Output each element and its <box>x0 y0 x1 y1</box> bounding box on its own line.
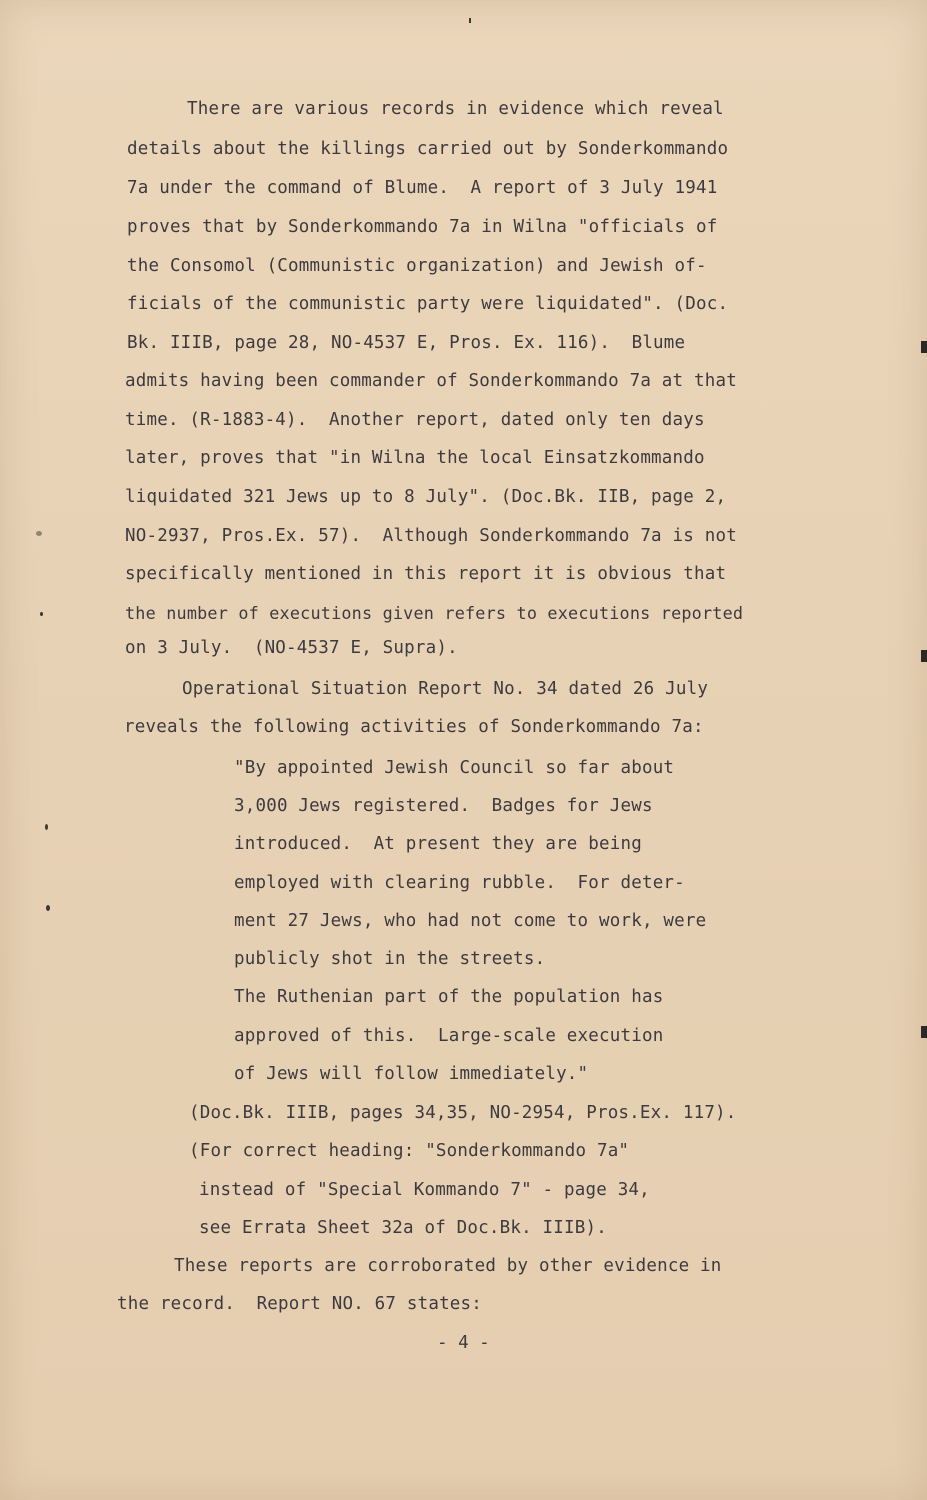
text-line: time. (R-1883-4). Another report, dated only ten days <box>125 410 705 430</box>
text-line: ficials of the communistic party were liquidated". (Doc. <box>127 294 729 314</box>
text-line: These reports are corroborated by other evidence in <box>174 1256 722 1276</box>
quote-line: "By appointed Jewish Council so far about <box>234 758 675 778</box>
text-line: 7a under the command of Blume. A report of 3 July 1941 <box>127 178 718 198</box>
text-line: the record. Report NO. 67 states: <box>117 1294 483 1314</box>
text-line: admits having been commander of Sonderkommando 7a at that <box>125 371 737 391</box>
quote-line: 3,000 Jews registered. Badges for Jews <box>234 796 653 816</box>
text-line: proves that by Sonderkommando 7a in Wilna "officials of <box>127 217 718 237</box>
citation-line: instead of "Special Kommando 7" - page 34, <box>199 1180 650 1200</box>
text-line: the number of executions given refers to executions reported <box>125 603 744 623</box>
quote-line: ment 27 Jews, who had not come to work, were <box>234 911 707 931</box>
text-line: details about the killings carried out by Sonderkommando <box>127 139 729 159</box>
quote-line: publicly shot in the streets. <box>234 949 546 969</box>
text-line: on 3 July. (NO-4537 E, Supra). <box>125 638 458 658</box>
text-line: There are various records in evidence which reveal <box>187 99 724 119</box>
text-line: Operational Situation Report No. 34 dated 26 July <box>182 679 709 699</box>
quote-line: of Jews will follow immediately." <box>234 1064 589 1084</box>
quote-line: approved of this. Large-scale execution <box>234 1026 664 1046</box>
text-line: liquidated 321 Jews up to 8 July". (Doc.Bk. IIB, page 2, <box>125 487 727 507</box>
text-line: later, proves that "in Wilna the local Einsatzkommando <box>125 448 705 468</box>
text-line: specifically mentioned in this report it is obvious that <box>125 564 727 584</box>
text-line: reveals the following activities of Sonderkommando 7a: <box>124 717 704 737</box>
citation-line: (Doc.Bk. IIIB, pages 34,35, NO-2954, Pros.Ex. 117). <box>189 1103 737 1123</box>
text-line: the Consomol (Communistic organization) and Jewish of- <box>127 256 707 276</box>
text-line: Bk. IIIB, page 28, NO-4537 E, Pros. Ex. 116). Blume <box>127 333 686 353</box>
citation-line: see Errata Sheet 32a of Doc.Bk. IIIB). <box>199 1218 607 1238</box>
citation-line: (For correct heading: "Sonderkommando 7a" <box>189 1141 630 1161</box>
text-line: NO-2937, Pros.Ex. 57). Although Sonderkommando 7a is not <box>125 526 737 546</box>
quote-line: The Ruthenian part of the population has <box>234 987 664 1007</box>
quote-line: employed with clearing rubble. For deter- <box>234 873 685 893</box>
quote-line: introduced. At present they are being <box>234 834 642 854</box>
page-number: - 4 - <box>437 1333 490 1353</box>
